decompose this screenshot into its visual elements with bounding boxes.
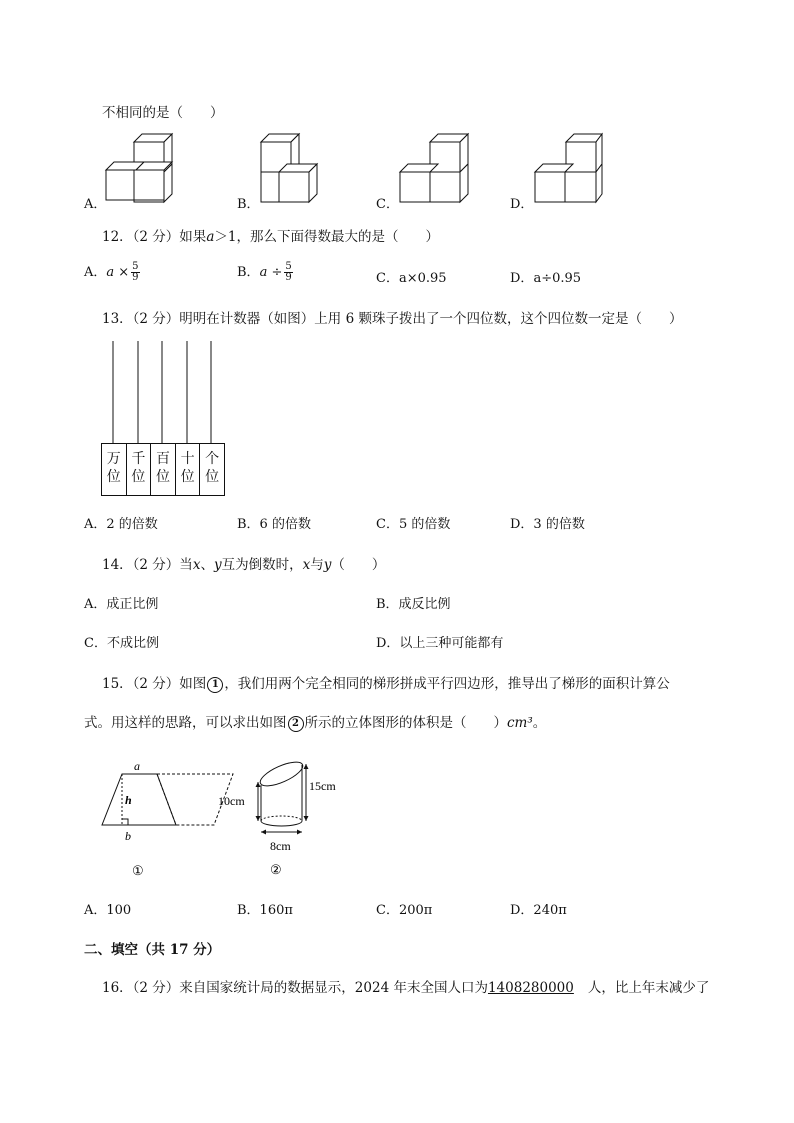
fraction: $\frac{5}{9}$: [285, 261, 292, 283]
q15-option-d[interactable]: D．240π: [510, 903, 567, 918]
q11-option-c-label[interactable]: C．: [376, 197, 399, 212]
q13-option-b[interactable]: B．6 的倍数: [237, 517, 311, 532]
q14-option-b[interactable]: B．成反比例: [376, 597, 451, 612]
q13-stem: 13．（2 分）明明在计数器（如图）上用 6 颗珠子拨出了一个四位数，这个四位数一定是（ ）: [102, 311, 683, 327]
abacus: [101, 341, 225, 495]
q13-option-a[interactable]: A．2 的倍数: [84, 517, 158, 532]
abacus-base: [101, 443, 225, 496]
figure-2-caption: ②: [270, 863, 282, 878]
section-heading: 二、填空（共 17 分）: [84, 942, 221, 958]
abacus-rods: [101, 341, 225, 443]
q13-option-c[interactable]: C．5 的倍数: [376, 517, 451, 532]
place-ones: 个 位: [205, 451, 220, 485]
q15-option-b[interactable]: B．160π: [237, 903, 293, 918]
label-10cm: 10cm: [218, 794, 245, 808]
q14-option-a[interactable]: A．成正比例: [84, 597, 159, 612]
q14-stem: 14．（2 分）当x、y互为倒数时，x与y（ ）: [102, 557, 386, 573]
q15-figure-2-cut-cylinder: [216, 760, 356, 878]
place-tens: 十 位: [176, 444, 201, 495]
q11-figure-c: [398, 132, 470, 207]
q15-stem-line2: 式。用这样的思路，可以求出如图 2 所示的立体图形的体积是（ ）cm³。: [84, 715, 547, 731]
q15-figure-1-trapezoid: [96, 759, 236, 879]
q11-continuation: 不相同的是（ ）: [102, 105, 224, 121]
label-8cm: 8cm: [270, 839, 291, 853]
q12-option-c[interactable]: C．a×0.95: [376, 271, 447, 286]
label-a: a: [134, 759, 140, 773]
q11-figure-b: [258, 132, 328, 207]
q15-option-c[interactable]: C．200π: [376, 903, 433, 918]
q12-stem: 12．（2 分）如果a＞1，那么下面得数最大的是（ ）: [102, 229, 439, 245]
circled-number-1: 1: [207, 677, 223, 693]
q11-option-d-label[interactable]: D．: [510, 197, 534, 212]
q15-option-a[interactable]: A．100: [84, 903, 132, 918]
q11-option-b-label[interactable]: B．: [237, 197, 260, 212]
q14-option-c[interactable]: C．不成比例: [84, 636, 159, 651]
fraction: $\frac{5}{9}$: [132, 261, 139, 283]
q12-option-b[interactable]: B．a ÷ $\frac{5}{9}$: [237, 261, 292, 283]
place-ten-thousands: 万 位: [102, 444, 127, 495]
q14-option-d[interactable]: D．以上三种可能都有: [376, 636, 504, 651]
place-hundreds: 百 位: [151, 444, 176, 495]
place-thousands: 千 位: [127, 444, 152, 495]
q11-figure-a: [104, 132, 174, 207]
figure-1-caption: ①: [132, 864, 144, 879]
q12-option-d[interactable]: D．a÷0.95: [510, 271, 582, 286]
circled-number-2: 2: [288, 716, 304, 732]
label-h: h: [125, 793, 132, 807]
q16-stem: 16．（2 分）来自国家统计局的数据显示，2024 年末全国人口为1408280000 人，比上年末减少了: [102, 980, 710, 996]
q12-option-a[interactable]: A．a × $\frac{5}{9}$: [84, 261, 139, 283]
q16-underlined-value: 1408280000: [487, 980, 574, 996]
label-15cm: 15cm: [309, 779, 336, 793]
q15-stem-line1: 15．（2 分）如图 1 ，我们用两个完全相同的梯形拼成平行四边形，推导出了梯形的面积计算公: [102, 676, 670, 692]
q11-figure-d: [532, 132, 604, 207]
label-b: b: [125, 829, 131, 843]
q11-option-a-label[interactable]: A．: [84, 197, 107, 212]
q13-option-d[interactable]: D．3 的倍数: [510, 517, 585, 532]
